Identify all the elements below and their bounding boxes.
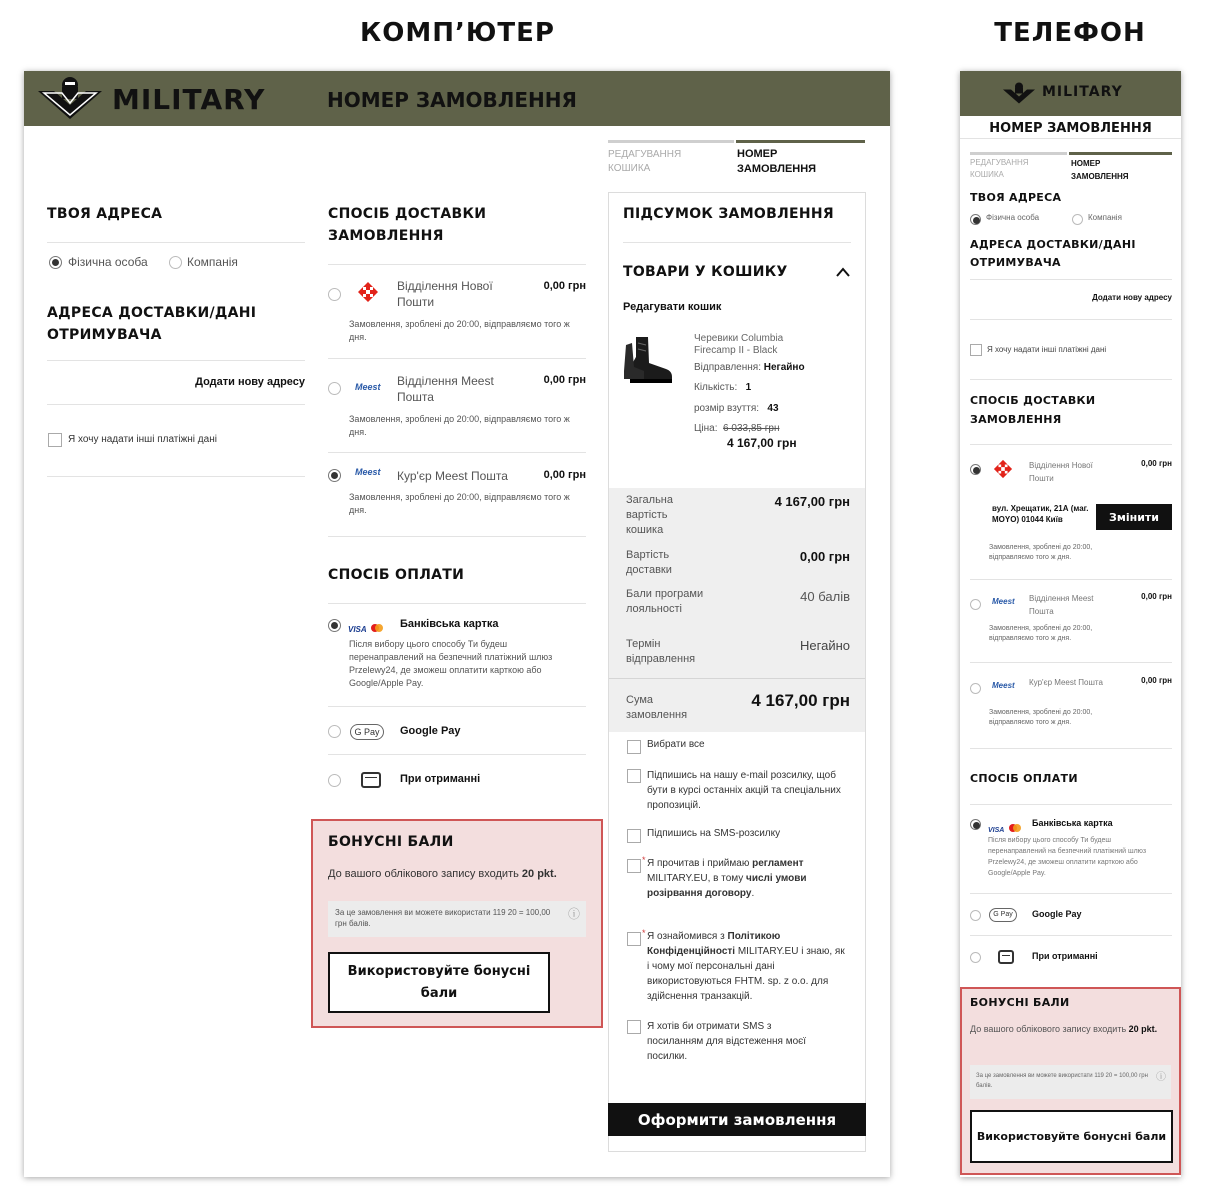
- phone-np-price: 0,00 грн: [1141, 459, 1172, 468]
- desktop-heading: КОМП’ЮТЕР: [360, 18, 555, 48]
- phone-delivery-title: СПОСІБ ДОСТАВКИ ЗАМОВЛЕННЯ: [970, 394, 1096, 426]
- card-logos-icon: VISA: [348, 619, 383, 637]
- add-address-link[interactable]: Додати нову адресу: [195, 376, 305, 388]
- phone-meest-branch-name: Відділення Meest Пошта: [1029, 594, 1094, 616]
- phone-company-label: Компанія: [1088, 213, 1122, 222]
- phone-bonus-text: До вашого облікового запису входить 20 pkt.: [970, 1024, 1158, 1034]
- product-price-label: Ціна: 6 033,85 грн: [694, 423, 780, 434]
- phone-change-button[interactable]: Змінити: [1096, 504, 1172, 530]
- meest-branch-name: Відділення Meest Пошта: [397, 374, 494, 404]
- bonus-text: До вашого облікового запису входить 20 pkt.: [328, 868, 557, 880]
- phone-header: [960, 71, 1181, 116]
- phone-add-address[interactable]: Додати нову адресу: [1092, 293, 1172, 302]
- phone-payment-title: СПОСІБ ОПЛАТИ: [970, 772, 1078, 785]
- phone-meest-logo-icon: Meest: [992, 597, 1015, 606]
- tracking-checkbox[interactable]: [627, 1020, 641, 1034]
- desktop-header: [24, 71, 890, 126]
- meest-courier-name: Кур'єр Meest Пошта: [397, 469, 508, 483]
- edit-cart-link[interactable]: Редагувати кошик: [623, 301, 722, 313]
- gpay-radio[interactable]: [328, 725, 341, 738]
- phone-meest-courier-note: Замовлення, зроблені до 20:00, відправляємо того ж дня.: [989, 709, 1093, 726]
- meest-courier-radio[interactable]: [328, 469, 341, 482]
- phone-individual-label: Фізична особа: [986, 213, 1040, 222]
- phone-heading: ТЕЛЕФОН: [994, 18, 1146, 48]
- card-note: Після вибору цього способу Ти будеш перенаправлений на безпечний платіжний шлюз Przelewy24, де зможеш оплатити карткою або Google/Apple Pay.: [349, 639, 553, 688]
- phone-step-current: НОМЕР ЗАМОВЛЕННЯ: [1071, 159, 1129, 181]
- company-radio[interactable]: [169, 256, 182, 269]
- newsletter-label: Підпишись на нашу e-mail розсилку, щоб бути в курсі останніх акцій та спеціальних пропозицій.: [647, 770, 841, 811]
- tracking-label: Я хотів би отримати SMS з посиланням для відстеження моєї посилки.: [647, 1021, 807, 1062]
- product-size: розмір взуття: 43: [694, 403, 779, 414]
- np-radio[interactable]: [328, 288, 341, 301]
- sms-label: Підпишись на SMS-розсилку: [647, 828, 781, 839]
- phone-info-icon[interactable]: ⓘ: [1156, 1072, 1166, 1083]
- terms-label: Я прочитав і приймаю регламент MILITARY.EU, в тому числі умови розірвання договору.: [647, 858, 807, 899]
- np-name: Відділення Нової Пошти: [397, 279, 493, 309]
- select-all-label: Вибрати все: [647, 739, 705, 750]
- step-order-number: НОМЕР ЗАМОВЛЕННЯ: [737, 148, 817, 175]
- phone-bonus-info: За це замовлення ви можете використати 119 20 = 100,00 грн балів. ⓘ: [970, 1065, 1171, 1099]
- on-receipt-label: При отриманні: [400, 773, 481, 785]
- withdrawal-link[interactable]: числі умови розірвання договору: [647, 873, 807, 899]
- phone-logo-icon[interactable]: [1002, 79, 1036, 107]
- privacy-label: Я ознайомився з Політикою Конфіденційності MILITARY.EU і знаю, як і чому мої персональні дані використовуються FHTM. sp. z o.o. для здійснення транзакцій.: [647, 931, 845, 1002]
- phone-meest-branch-price: 0,00 грн: [1141, 592, 1172, 601]
- individual-label: Фізична особа: [68, 255, 148, 269]
- delivery-address-title: АДРЕСА ДОСТАВКИ/ДАНІ ОТРИМУВАЧА: [47, 305, 257, 343]
- phone-page-title: НОМЕР ЗАМОВЛЕННЯ: [989, 121, 1152, 136]
- shipping-cost-value: 0,00 грн: [799, 549, 850, 564]
- other-payer-checkbox[interactable]: [48, 433, 62, 447]
- newsletter-checkbox[interactable]: [627, 769, 641, 783]
- np-price: 0,00 грн: [543, 280, 586, 292]
- privacy-checkbox[interactable]: [627, 932, 641, 946]
- phone-np-note: Замовлення, зроблені до 20:00, відправляємо того ж дня.: [989, 544, 1093, 561]
- summary-title: ПІДСУМОК ЗАМОВЛЕННЯ: [623, 206, 835, 222]
- bonus-title: БОНУСНІ БАЛИ: [328, 834, 454, 850]
- company-label: Компанія: [187, 255, 238, 269]
- use-bonus-button[interactable]: Використовуйте бонусні бали: [328, 952, 550, 1013]
- phone-delivery-address-title: АДРЕСА ДОСТАВКИ/ДАНІ ОТРИМУВАЧА: [970, 238, 1136, 269]
- on-receipt-radio[interactable]: [328, 774, 341, 787]
- phone-logo-text: MILITARY: [1042, 84, 1123, 100]
- step-bar-prev: [608, 140, 734, 143]
- meest-courier-note: Замовлення, зроблені до 20:00, відправляємо того ж дня.: [349, 492, 570, 515]
- phone-np-address: вул. Хрещатик, 21А (маг. MOYO) 01044 Київ: [992, 504, 1089, 524]
- terms-link[interactable]: регламент: [752, 858, 804, 869]
- cart-title: ТОВАРИ У КОШИКУ: [623, 264, 788, 280]
- phone-gpay-radio[interactable]: [970, 910, 981, 921]
- order-total-value: 4 167,00 грн: [751, 691, 850, 710]
- wallet-icon: [361, 772, 381, 788]
- cart-total-value: 4 167,00 грн: [774, 494, 850, 509]
- meest-courier-logo-icon: Meest: [355, 467, 381, 477]
- product-qty: Кількість: 1: [694, 382, 752, 393]
- cart-total-label: Загальна вартість кошика: [626, 494, 673, 536]
- meest-branch-radio[interactable]: [328, 382, 341, 395]
- desktop-frame: [24, 71, 890, 1177]
- phone-card-label: Банківська картка: [1032, 818, 1113, 828]
- page-title: НОМЕР ЗАМОВЛЕННЯ: [327, 88, 577, 112]
- dispatch-label: Термін відправлення: [626, 638, 696, 665]
- shipping-cost-label: Вартість доставки: [626, 549, 672, 576]
- meest-branch-price: 0,00 грн: [543, 374, 586, 386]
- step-edit-cart[interactable]: РЕДАГУВАННЯ КОШИКА: [608, 149, 682, 174]
- terms-checkbox[interactable]: [627, 859, 641, 873]
- phone-bonus-title: БОНУСНІ БАЛИ: [970, 996, 1070, 1009]
- sms-checkbox[interactable]: [627, 829, 641, 843]
- privacy-required-mark: *: [642, 928, 646, 938]
- phone-meest-courier-radio[interactable]: [970, 683, 981, 694]
- select-all-checkbox[interactable]: [627, 740, 641, 754]
- bonus-info: За це замовлення ви можете використати 119 20 = 100,00 грн балів. ⓘ: [328, 901, 586, 937]
- bonus-box: [311, 819, 603, 1028]
- phone-other-payer-checkbox[interactable]: [970, 344, 982, 356]
- gpay-label: Google Pay: [400, 725, 461, 737]
- phone-np-radio[interactable]: [970, 464, 981, 475]
- phone-gpay-label: Google Pay: [1032, 909, 1082, 919]
- phone-card-radio[interactable]: [970, 819, 981, 830]
- step-bar-current: [736, 140, 865, 143]
- phone-other-payer-label: Я хочу надати інші платіжні дані: [987, 345, 1107, 354]
- product-shipping: Відправлення: Негайно: [694, 362, 805, 373]
- phone-card-logos-icon: VISA: [988, 819, 1021, 837]
- phone-company-radio[interactable]: [1072, 214, 1083, 225]
- product-name[interactable]: Черевики Columbia Firecamp II - Black: [694, 333, 784, 356]
- phone-step-bar-current: [1069, 152, 1172, 155]
- meest-logo-icon: Meest: [355, 382, 381, 392]
- nova-poshta-icon: [357, 281, 379, 303]
- dispatch-value: Негайно: [800, 638, 850, 653]
- address-title: ТВОЯ АДРЕСА: [47, 206, 163, 222]
- boot-image: [622, 333, 676, 387]
- phone-wallet-icon: [998, 950, 1014, 964]
- phone-step-edit[interactable]: РЕДАГУВАННЯ КОШИКА: [970, 158, 1029, 179]
- phone-individual-radio[interactable]: [970, 214, 981, 225]
- phone-on-receipt-label: При отриманні: [1032, 951, 1098, 961]
- military-logo-icon[interactable]: [36, 73, 104, 123]
- card-label: Банківська картка: [400, 618, 499, 630]
- meest-courier-price: 0,00 грн: [543, 469, 586, 481]
- phone-frame: [960, 71, 1181, 1177]
- phone-np-icon: [993, 459, 1013, 479]
- order-total-label: Сума замовлення: [626, 694, 688, 721]
- phone-gpay-icon: G Pay: [989, 908, 1017, 922]
- delivery-title: СПОСІБ ДОСТАВКИ ЗАМОВЛЕННЯ: [328, 206, 487, 244]
- payment-title: СПОСІБ ОПЛАТИ: [328, 567, 465, 583]
- phone-bonus-box: [960, 987, 1181, 1175]
- individual-radio[interactable]: [49, 256, 62, 269]
- privacy-link[interactable]: Політикою Конфіденційності: [647, 931, 781, 957]
- phone-np-name: Відділення Нової Пошти: [1029, 461, 1093, 483]
- phone-use-bonus-button[interactable]: Використовуйте бонусні бали: [970, 1110, 1173, 1163]
- np-note: Замовлення, зроблені до 20:00, відправляємо того ж дня.: [349, 319, 570, 342]
- submit-order-button[interactable]: Оформити замовлення: [608, 1103, 866, 1136]
- loyalty-label: Бали програми лояльності: [626, 588, 704, 615]
- phone-meest-branch-note: Замовлення, зроблені до 20:00, відправляємо того ж дня.: [989, 625, 1093, 642]
- phone-meest-branch-radio[interactable]: [970, 599, 981, 610]
- info-icon[interactable]: ⓘ: [568, 907, 581, 921]
- phone-on-receipt-radio[interactable]: [970, 952, 981, 963]
- phone-meest-courier-logo-icon: Meest: [992, 681, 1015, 690]
- logo-text: MILITARY: [112, 83, 266, 116]
- terms-required-mark: *: [642, 855, 646, 865]
- chevron-up-icon[interactable]: [836, 267, 850, 277]
- card-radio[interactable]: [328, 619, 341, 632]
- phone-card-note: Після вибору цього способу Ти будеш перенаправлений на безпечний платіжний шлюз Przelewy24, де зможеш оплатити карткою або Google/Apple Pay.: [988, 837, 1147, 877]
- loyalty-value: 40 балів: [800, 589, 850, 604]
- other-payer-label: Я хочу надати інші платіжні дані: [68, 434, 217, 445]
- phone-address-title: ТВОЯ АДРЕСА: [970, 191, 1062, 204]
- phone-meest-courier-price: 0,00 грн: [1141, 676, 1172, 685]
- meest-branch-note: Замовлення, зроблені до 20:00, відправляємо того ж дня.: [349, 414, 570, 437]
- product-price: 4 167,00 грн: [727, 436, 797, 450]
- phone-meest-courier-name: Кур'єр Meest Пошта: [1029, 678, 1103, 687]
- gpay-icon: G Pay: [350, 724, 384, 740]
- phone-step-bar-prev: [970, 152, 1067, 155]
